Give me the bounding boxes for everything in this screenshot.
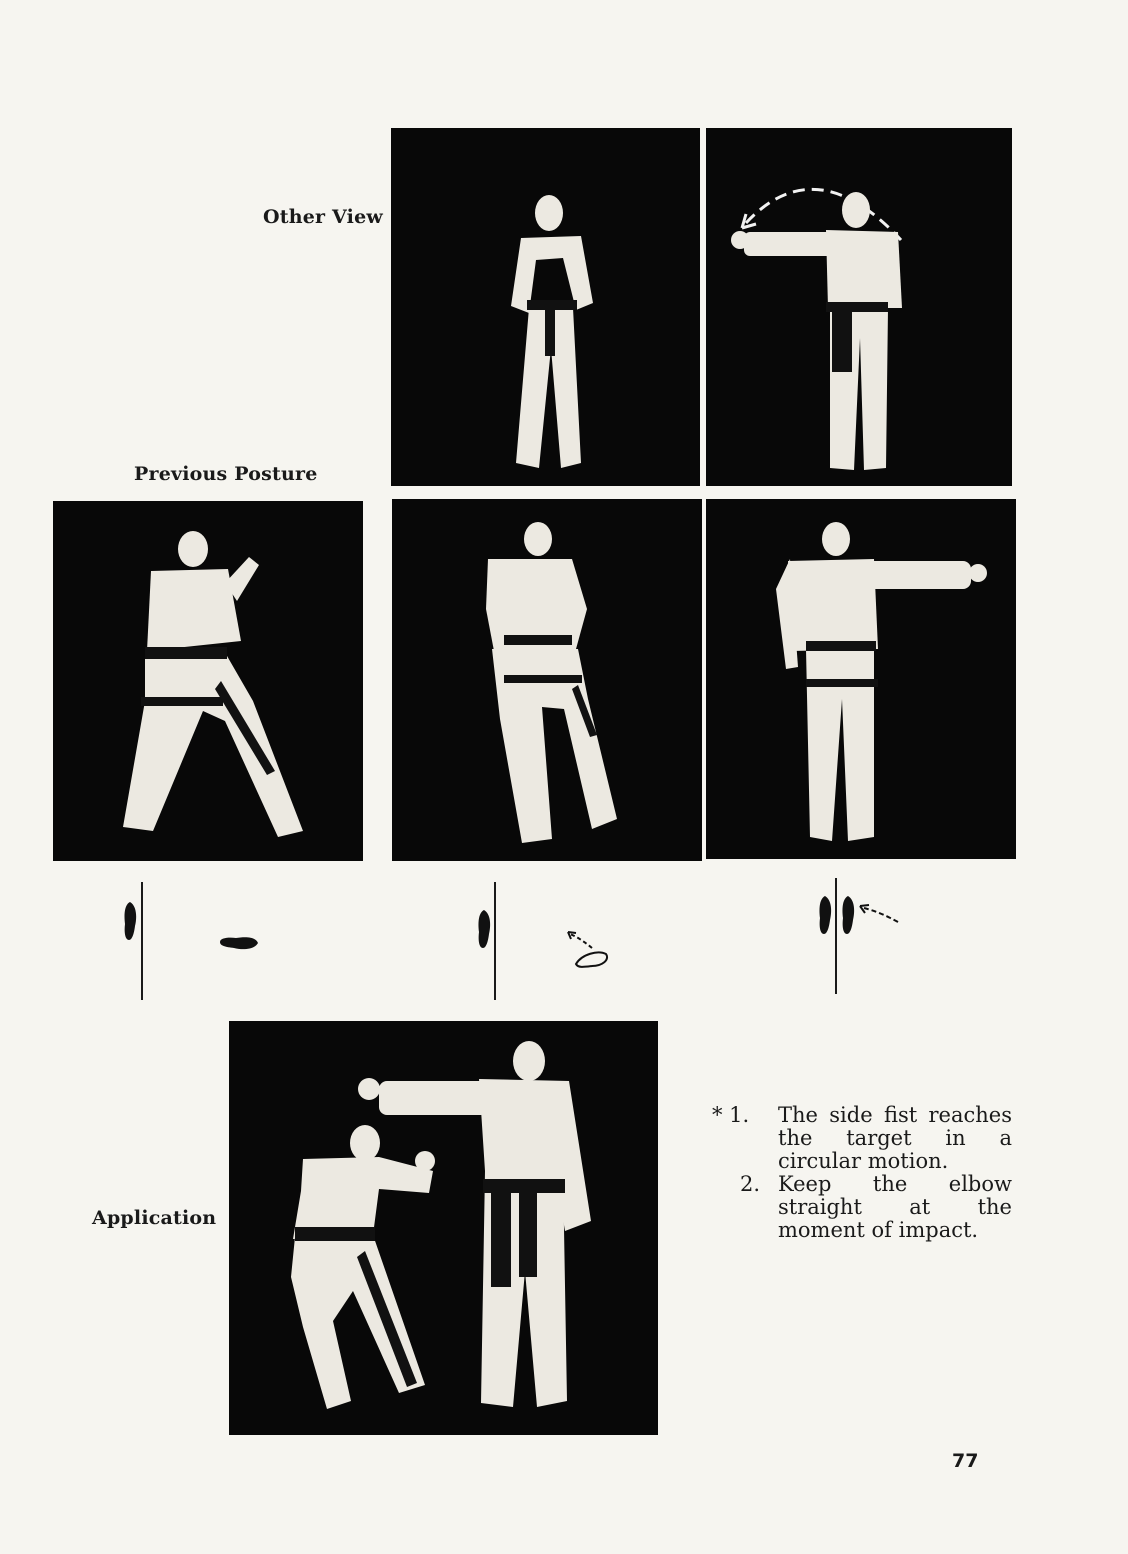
dashed-arrow-icon bbox=[856, 902, 900, 930]
center-photo bbox=[392, 499, 702, 861]
dashed-arrow-icon bbox=[562, 928, 610, 974]
previous-posture-photo bbox=[53, 501, 363, 861]
footprint-icon bbox=[817, 896, 833, 938]
footprint-icon bbox=[220, 935, 258, 957]
other-view-photo-2 bbox=[706, 128, 1012, 486]
footwork-line-1 bbox=[141, 882, 143, 1000]
note-number: 2. bbox=[739, 1172, 760, 1196]
previous-posture-label: Previous Posture bbox=[134, 463, 318, 485]
note-1 bbox=[712, 1104, 1012, 1173]
other-view-photo-1 bbox=[391, 128, 700, 486]
footprint-icon bbox=[840, 896, 856, 938]
footprint-icon bbox=[122, 902, 138, 944]
other-view-label: Other View bbox=[263, 206, 383, 228]
footwork-line-3 bbox=[835, 878, 837, 994]
footprint-icon bbox=[476, 910, 492, 952]
page-number: 77 bbox=[952, 1450, 979, 1472]
right-photo bbox=[706, 499, 1016, 859]
application-photo bbox=[229, 1021, 658, 1435]
note-number: * 1. bbox=[712, 1103, 750, 1127]
note-text: Keep the elbow straight at the moment of impact. bbox=[778, 1172, 1012, 1242]
note-text: The side fist reaches the target in a circular motion. bbox=[778, 1103, 1012, 1173]
note-2 bbox=[712, 1173, 1012, 1242]
application-label: Application bbox=[92, 1207, 217, 1229]
footwork-line-2 bbox=[494, 882, 496, 1000]
notes bbox=[712, 1104, 1012, 1242]
